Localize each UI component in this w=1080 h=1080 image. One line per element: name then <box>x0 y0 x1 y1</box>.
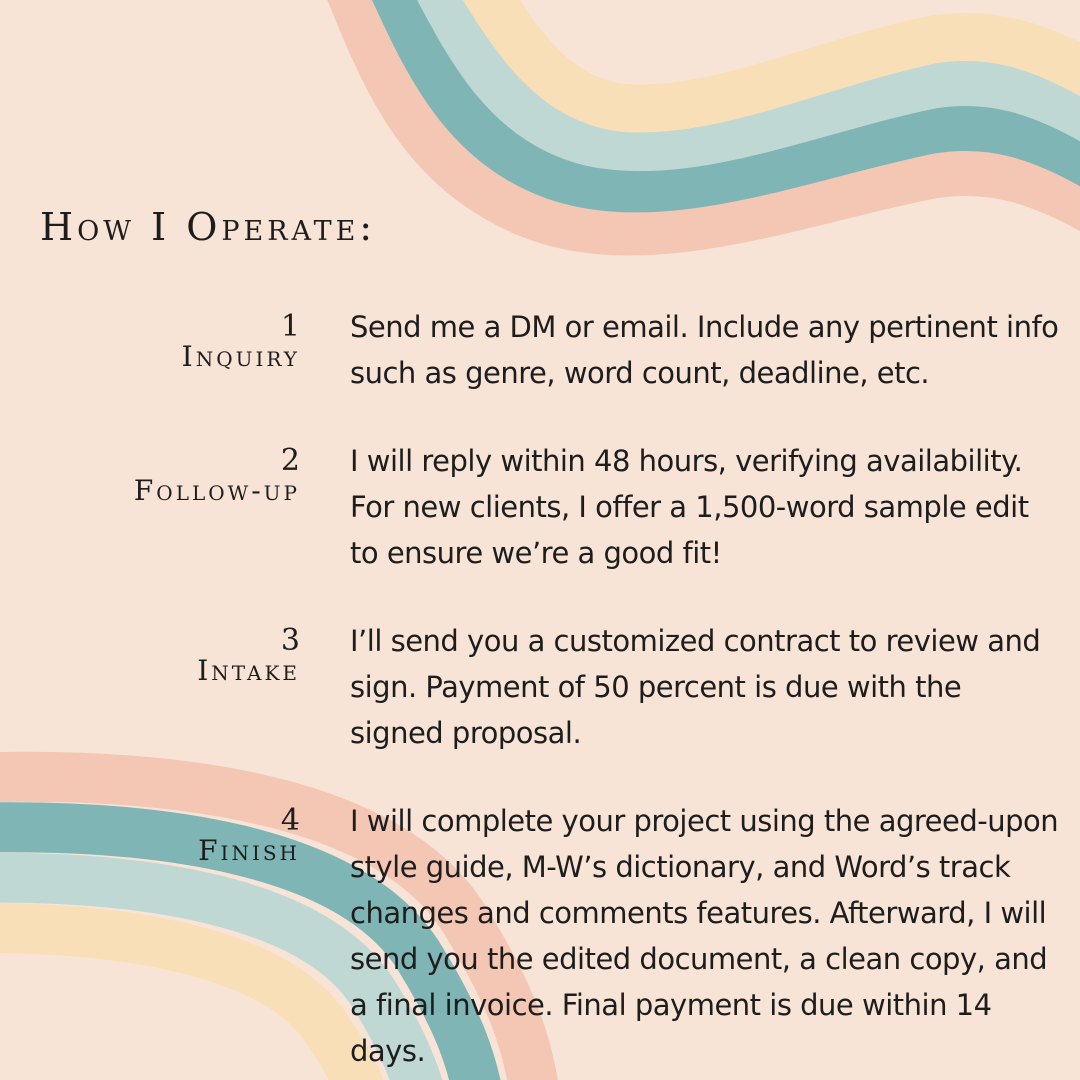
step-2-header <box>133 443 300 507</box>
step-2-number: 2 <box>280 443 300 478</box>
step-4-number: 4 <box>280 803 300 838</box>
page-heading: How I Operate: <box>40 205 377 249</box>
bottom-stripe-yellow <box>0 928 370 1080</box>
step-2-label: Follow-up <box>133 474 300 507</box>
step-1-label: Inquiry <box>181 340 300 373</box>
step-4-label: Finish <box>198 834 300 867</box>
top-stripe-pink <box>337 0 1080 231</box>
step-3-number: 3 <box>280 623 300 658</box>
top-stripe-mint <box>423 0 1080 147</box>
step-4-header <box>198 803 300 867</box>
step-3-description: I’ll send you a customized contract to review and sign. Payment of 50 percent is due with the signed proposal. <box>350 624 1041 750</box>
step-1-number: 1 <box>280 309 300 344</box>
step-1-description: Send me a DM or email. Include any pertinent info such as genre, word count, deadline, etc. <box>350 310 1059 390</box>
step-1-header <box>181 309 300 373</box>
top-stripe-teal <box>380 0 1080 188</box>
step-4-description: I will complete your project using the agreed-upon style guide, M-W’s dictionary, and Word’s track changes and comments features. Afterward, I will send you the edited document, a clean copy, and a final invoice. Final payment is due within 14 days. <box>350 804 1059 1068</box>
top-stripe-yellow <box>466 0 1080 109</box>
step-3-label: Intake <box>197 654 300 687</box>
step-2-description: I will reply within 48 hours, verifying availability. For new clients, I offer a 1,500-word sample edit to ensure we’re a good fit! <box>350 444 1029 570</box>
step-3-header <box>197 623 300 687</box>
